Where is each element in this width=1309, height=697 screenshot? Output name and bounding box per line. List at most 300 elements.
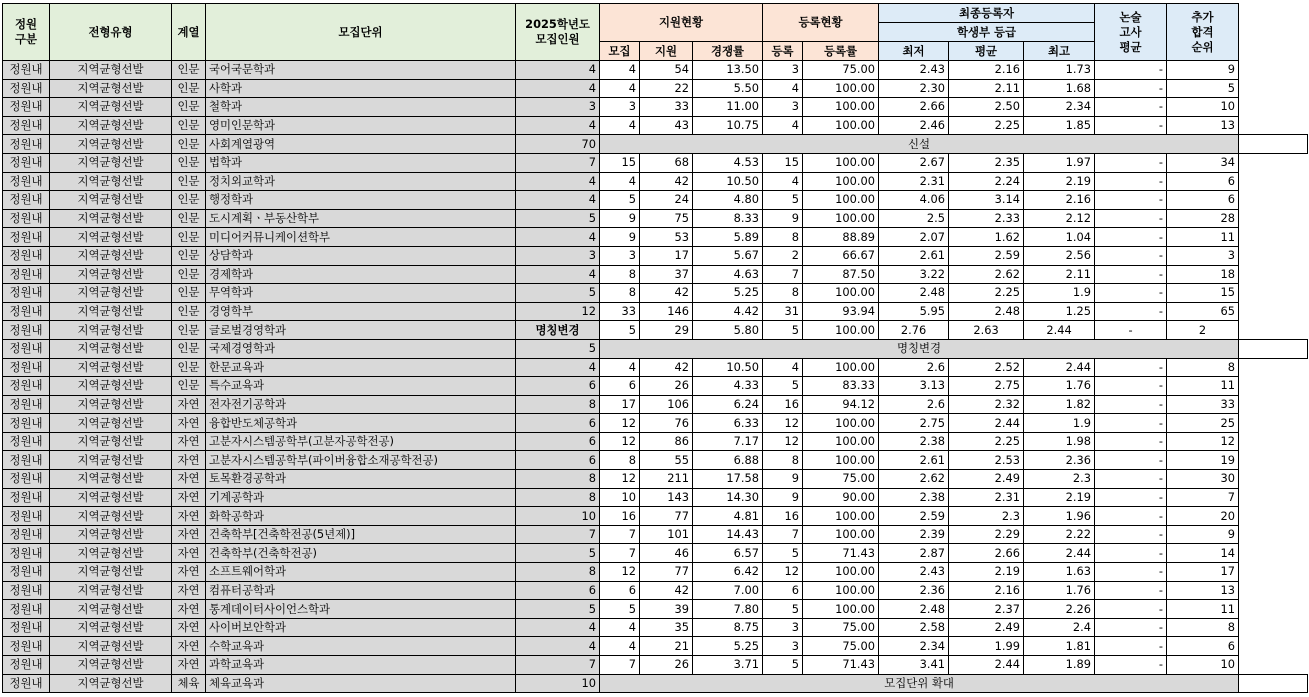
cell-grade-min: 2.61	[879, 246, 949, 265]
header-essay-text: 논술 고사 평균	[1119, 9, 1142, 54]
table-row	[3, 377, 1308, 396]
table-row	[3, 432, 1308, 451]
header-registered: 등록현황	[763, 4, 879, 42]
table-body	[3, 61, 1308, 693]
cell-grade-max: 1.89	[1024, 656, 1095, 675]
cell-field: 자연	[172, 544, 206, 563]
table-row	[3, 153, 1308, 172]
cell-competition: 7.80	[693, 600, 763, 619]
cell-reg: 5	[763, 656, 803, 675]
cell-extra-rank: 6	[1167, 191, 1239, 210]
header-capacity-text: 2025학년도 모집인원	[525, 17, 590, 46]
cell-capacity: 4	[516, 116, 600, 135]
cell-field: 자연	[172, 618, 206, 637]
cell-essay: -	[1095, 265, 1167, 284]
cell-reg-rate: 100.00	[803, 284, 879, 303]
cell-extra-rank: 6	[1167, 172, 1239, 191]
cell-quota: 정원내	[3, 61, 50, 80]
cell-quota: 정원내	[3, 358, 50, 377]
cell-grade-min: 2.6	[879, 395, 949, 414]
cell-grade-max: 1.97	[1024, 153, 1095, 172]
cell-reg: 12	[763, 414, 803, 433]
cell-capacity: 5	[516, 284, 600, 303]
cell-field: 자연	[172, 507, 206, 526]
cell-competition: 7.17	[693, 432, 763, 451]
cell-reg-rate: 100.00	[803, 172, 879, 191]
cell-grade-max: 2.56	[1024, 246, 1095, 265]
cell-field: 자연	[172, 656, 206, 675]
cell-field: 인문	[172, 209, 206, 228]
cell-capacity: 7	[516, 153, 600, 172]
cell-essay: -	[1095, 618, 1167, 637]
cell-essay: -	[1095, 358, 1167, 377]
cell-unit: 무역학과	[206, 284, 516, 303]
cell-note: 모집단위 확대	[600, 674, 1239, 693]
cell-reg-rate: 75.00	[803, 470, 879, 489]
cell-unit: 한문교육과	[206, 358, 516, 377]
cell-type: 지역균형선발	[50, 191, 172, 210]
cell-extra-rank: 13	[1167, 581, 1239, 600]
cell-apply: 77	[640, 507, 693, 526]
cell-extra-rank: 17	[1167, 563, 1239, 582]
cell-grade-max: 2.16	[1024, 191, 1095, 210]
cell-reg-rate: 83.33	[803, 377, 879, 396]
cell-recruit: 33	[600, 302, 640, 321]
cell-unit: 사학과	[206, 79, 516, 98]
cell-grade-avg: 2.44	[949, 414, 1024, 433]
cell-reg: 8	[763, 228, 803, 247]
cell-capacity: 8	[516, 470, 600, 489]
cell-competition: 5.80	[693, 321, 763, 340]
cell-type: 지역균형선발	[50, 358, 172, 377]
cell-reg-rate: 100.00	[803, 507, 879, 526]
cell-unit: 국어국문학과	[206, 61, 516, 80]
cell-reg-rate: 90.00	[803, 488, 879, 507]
cell-extra-rank: 11	[1167, 377, 1239, 396]
cell-apply: 35	[640, 618, 693, 637]
cell-field: 체육	[172, 674, 206, 693]
cell-unit: 경영학부	[206, 302, 516, 321]
cell-capacity: 5	[516, 209, 600, 228]
cell-unit: 국제경영학과	[206, 339, 516, 358]
cell-unit: 과학교육과	[206, 656, 516, 675]
cell-unit: 수학교육과	[206, 637, 516, 656]
cell-type: 지역균형선발	[50, 544, 172, 563]
cell-reg-rate: 100.00	[803, 581, 879, 600]
cell-type: 지역균형선발	[50, 432, 172, 451]
cell-grade-avg: 2.62	[949, 265, 1024, 284]
cell-capacity: 5	[516, 544, 600, 563]
cell-essay: -	[1095, 98, 1167, 117]
cell-capacity: 6	[516, 414, 600, 433]
table-row	[3, 191, 1308, 210]
cell-field: 자연	[172, 451, 206, 470]
cell-grade-max: 1.76	[1024, 581, 1095, 600]
cell-field: 자연	[172, 563, 206, 582]
cell-field: 인문	[172, 377, 206, 396]
cell-quota: 정원내	[3, 618, 50, 637]
cell-competition: 5.67	[693, 246, 763, 265]
cell-reg-rate: 100.00	[803, 451, 879, 470]
cell-capacity: 12	[516, 302, 600, 321]
cell-extra-rank: 11	[1167, 600, 1239, 619]
cell-reg: 5	[763, 321, 803, 340]
cell-grade-max: 1.96	[1024, 507, 1095, 526]
table-row	[3, 525, 1308, 544]
cell-grade-min: 2.87	[879, 544, 949, 563]
cell-essay: -	[1095, 432, 1167, 451]
cell-quota: 정원내	[3, 321, 50, 340]
cell-quota: 정원내	[3, 581, 50, 600]
cell-extra-rank: 9	[1167, 61, 1239, 80]
cell-capacity: 4	[516, 358, 600, 377]
cell-capacity: 3	[516, 98, 600, 117]
cell-recruit: 9	[600, 228, 640, 247]
cell-reg: 4	[763, 358, 803, 377]
cell-grade-max: 2.22	[1024, 525, 1095, 544]
cell-grade-min: 5.95	[879, 302, 949, 321]
header-grade: 학생부 등급	[879, 23, 1095, 42]
cell-grade-avg: 1.62	[949, 228, 1024, 247]
cell-recruit: 4	[600, 61, 640, 80]
header-quota-text: 정원 구분	[14, 17, 37, 46]
table-row	[3, 600, 1308, 619]
cell-grade-min: 4.06	[879, 191, 949, 210]
cell-unit: 고분자시스템공학부(고분자공학전공)	[206, 432, 516, 451]
cell-competition: 6.42	[693, 563, 763, 582]
cell-field: 인문	[172, 153, 206, 172]
cell-reg-rate: 100.00	[803, 153, 879, 172]
cell-competition: 10.50	[693, 172, 763, 191]
cell-field: 자연	[172, 414, 206, 433]
cell-type: 지역균형선발	[50, 153, 172, 172]
cell-extra-rank: 5	[1167, 79, 1239, 98]
header-extra-text: 추가 합격 순위	[1191, 9, 1214, 54]
cell-grade-avg: 2.48	[949, 302, 1024, 321]
table-row	[3, 265, 1308, 284]
cell-field: 인문	[172, 228, 206, 247]
cell-grade-max: 1.81	[1024, 637, 1095, 656]
cell-unit: 사이버보안학과	[206, 618, 516, 637]
cell-unit: 행정학과	[206, 191, 516, 210]
cell-reg: 5	[763, 191, 803, 210]
cell-competition: 4.81	[693, 507, 763, 526]
cell-unit: 영미인문학과	[206, 116, 516, 135]
cell-field: 인문	[172, 302, 206, 321]
cell-quota: 정원내	[3, 674, 50, 693]
cell-competition: 7.00	[693, 581, 763, 600]
cell-extra-rank: 8	[1167, 358, 1239, 377]
cell-type: 지역균형선발	[50, 135, 172, 154]
cell-grade-max: 2.44	[1024, 358, 1095, 377]
cell-type: 지역균형선발	[50, 395, 172, 414]
cell-essay: -	[1095, 525, 1167, 544]
cell-field: 인문	[172, 358, 206, 377]
cell-apply: 146	[640, 302, 693, 321]
cell-essay: -	[1095, 377, 1167, 396]
cell-quota: 정원내	[3, 451, 50, 470]
cell-reg-rate: 71.43	[803, 656, 879, 675]
cell-unit: 기계공학과	[206, 488, 516, 507]
cell-field: 자연	[172, 525, 206, 544]
cell-apply: 46	[640, 544, 693, 563]
table-row	[3, 246, 1308, 265]
cell-type: 지역균형선발	[50, 377, 172, 396]
cell-reg-rate: 100.00	[803, 600, 879, 619]
cell-reg: 6	[763, 581, 803, 600]
cell-field: 인문	[172, 246, 206, 265]
cell-apply: 22	[640, 79, 693, 98]
cell-quota: 정원내	[3, 98, 50, 117]
cell-capacity: 10	[516, 674, 600, 693]
cell-unit: 도시계획ㆍ부동산학부	[206, 209, 516, 228]
table-row	[3, 228, 1308, 247]
cell-grade-min: 2.39	[879, 525, 949, 544]
cell-essay: -	[1095, 228, 1167, 247]
cell-capacity: 4	[516, 172, 600, 191]
cell-type: 지역균형선발	[50, 637, 172, 656]
cell-unit: 융합반도체공학과	[206, 414, 516, 433]
cell-essay: -	[1095, 321, 1167, 340]
cell-grade-avg: 2.44	[949, 656, 1024, 675]
cell-recruit: 15	[600, 153, 640, 172]
cell-field: 인문	[172, 265, 206, 284]
cell-unit: 글로벌경영학과	[206, 321, 516, 340]
cell-grade-avg: 2.37	[949, 600, 1024, 619]
cell-competition: 8.33	[693, 209, 763, 228]
cell-apply: 42	[640, 358, 693, 377]
cell-reg-rate: 100.00	[803, 321, 879, 340]
cell-type: 지역균형선발	[50, 79, 172, 98]
cell-type: 지역균형선발	[50, 228, 172, 247]
cell-type: 지역균형선발	[50, 321, 172, 340]
cell-grade-max: 1.25	[1024, 302, 1095, 321]
cell-apply: 143	[640, 488, 693, 507]
cell-grade-avg: 2.16	[949, 581, 1024, 600]
cell-field: 자연	[172, 581, 206, 600]
cell-field: 인문	[172, 191, 206, 210]
header-reg: 등록	[763, 42, 803, 61]
cell-reg-rate: 100.00	[803, 79, 879, 98]
cell-reg: 12	[763, 563, 803, 582]
cell-competition: 5.25	[693, 637, 763, 656]
cell-reg-rate: 100.00	[803, 525, 879, 544]
cell-recruit: 6	[600, 581, 640, 600]
cell-reg-rate: 75.00	[803, 637, 879, 656]
cell-field: 자연	[172, 470, 206, 489]
cell-grade-avg: 2.35	[949, 153, 1024, 172]
cell-grade-min: 2.30	[879, 79, 949, 98]
cell-grade-avg: 2.59	[949, 246, 1024, 265]
cell-type: 지역균형선발	[50, 563, 172, 582]
cell-unit: 토목환경공학과	[206, 470, 516, 489]
cell-reg: 9	[763, 209, 803, 228]
cell-capacity: 3	[516, 246, 600, 265]
cell-grade-max: 1.76	[1024, 377, 1095, 396]
cell-capacity: 10	[516, 507, 600, 526]
cell-unit: 경제학과	[206, 265, 516, 284]
cell-reg: 9	[763, 488, 803, 507]
cell-apply: 76	[640, 414, 693, 433]
cell-quota: 정원내	[3, 470, 50, 489]
cell-quota: 정원내	[3, 637, 50, 656]
cell-type: 지역균형선발	[50, 525, 172, 544]
cell-quota: 정원내	[3, 395, 50, 414]
table-header	[3, 4, 1308, 61]
cell-reg-rate: 75.00	[803, 61, 879, 80]
cell-reg: 5	[763, 544, 803, 563]
cell-recruit: 5	[600, 191, 640, 210]
cell-extra-rank: 7	[1167, 488, 1239, 507]
cell-apply: 21	[640, 637, 693, 656]
cell-unit: 특수교육과	[206, 377, 516, 396]
cell-grade-max: 2.19	[1024, 488, 1095, 507]
cell-recruit: 4	[600, 116, 640, 135]
cell-essay: -	[1095, 451, 1167, 470]
cell-apply: 77	[640, 563, 693, 582]
cell-reg-rate: 87.50	[803, 265, 879, 284]
cell-capacity: 4	[516, 265, 600, 284]
cell-recruit: 4	[600, 618, 640, 637]
header-reg-rate: 등록률	[803, 42, 879, 61]
cell-quota: 정원내	[3, 284, 50, 303]
cell-grade-max: 1.85	[1024, 116, 1095, 135]
cell-grade-avg: 2.52	[949, 358, 1024, 377]
cell-essay: -	[1095, 61, 1167, 80]
cell-grade-max: 2.44	[1024, 321, 1095, 340]
cell-competition: 6.57	[693, 544, 763, 563]
header-field: 계열	[172, 4, 206, 61]
cell-apply: 53	[640, 228, 693, 247]
cell-type: 지역균형선발	[50, 470, 172, 489]
cell-competition: 5.50	[693, 79, 763, 98]
cell-essay: -	[1095, 563, 1167, 582]
cell-apply: 29	[640, 321, 693, 340]
cell-reg: 5	[763, 600, 803, 619]
header-essay	[1095, 4, 1167, 61]
cell-type: 지역균형선발	[50, 581, 172, 600]
table-row	[3, 674, 1308, 693]
cell-recruit: 3	[600, 98, 640, 117]
table-row	[3, 61, 1308, 80]
cell-recruit: 5	[600, 321, 640, 340]
cell-grade-min: 2.6	[879, 358, 949, 377]
cell-reg-rate: 88.89	[803, 228, 879, 247]
cell-capacity: 4	[516, 191, 600, 210]
cell-competition: 3.71	[693, 656, 763, 675]
cell-recruit: 12	[600, 432, 640, 451]
cell-extra-rank: 11	[1167, 228, 1239, 247]
cell-apply: 75	[640, 209, 693, 228]
cell-competition: 8.75	[693, 618, 763, 637]
cell-grade-avg: 2.3	[949, 507, 1024, 526]
cell-quota: 정원내	[3, 656, 50, 675]
cell-type: 지역균형선발	[50, 265, 172, 284]
table-row	[3, 98, 1308, 117]
cell-extra	[1239, 674, 1308, 693]
cell-quota: 정원내	[3, 339, 50, 358]
cell-capacity: 6	[516, 581, 600, 600]
cell-grade-max: 2.26	[1024, 600, 1095, 619]
table-row	[3, 358, 1308, 377]
cell-extra-rank: 8	[1167, 618, 1239, 637]
cell-reg: 15	[763, 153, 803, 172]
cell-grade-max: 2.3	[1024, 470, 1095, 489]
cell-essay: -	[1095, 581, 1167, 600]
cell-extra-rank: 6	[1167, 637, 1239, 656]
cell-extra-rank: 19	[1167, 451, 1239, 470]
cell-essay: -	[1095, 302, 1167, 321]
table-row	[3, 470, 1308, 489]
cell-unit: 컴퓨터공학과	[206, 581, 516, 600]
cell-competition: 5.89	[693, 228, 763, 247]
cell-unit: 철학과	[206, 98, 516, 117]
cell-competition: 13.50	[693, 61, 763, 80]
cell-essay: -	[1095, 544, 1167, 563]
cell-quota: 정원내	[3, 265, 50, 284]
cell-quota: 정원내	[3, 246, 50, 265]
table-row	[3, 395, 1308, 414]
cell-extra-rank: 13	[1167, 116, 1239, 135]
cell-essay: -	[1095, 153, 1167, 172]
cell-grade-min: 2.76	[879, 321, 949, 340]
cell-note: 명칭변경	[600, 339, 1239, 358]
cell-type: 지역균형선발	[50, 339, 172, 358]
cell-capacity: 7	[516, 525, 600, 544]
header-unit: 모집단위	[206, 4, 516, 61]
cell-type: 지역균형선발	[50, 246, 172, 265]
cell-quota: 정원내	[3, 302, 50, 321]
cell-grade-min: 2.48	[879, 284, 949, 303]
cell-recruit: 9	[600, 209, 640, 228]
cell-capacity: 7	[516, 656, 600, 675]
cell-unit: 건축학부(건축학전공)	[206, 544, 516, 563]
table-row	[3, 581, 1308, 600]
cell-grade-min: 3.41	[879, 656, 949, 675]
cell-competition: 5.25	[693, 284, 763, 303]
cell-type: 지역균형선발	[50, 172, 172, 191]
cell-essay: -	[1095, 209, 1167, 228]
cell-quota: 정원내	[3, 172, 50, 191]
table-row	[3, 563, 1308, 582]
cell-unit: 미디어커뮤니케이션학부	[206, 228, 516, 247]
cell-essay: -	[1095, 116, 1167, 135]
cell-reg-rate: 94.12	[803, 395, 879, 414]
cell-grade-avg: 2.24	[949, 172, 1024, 191]
cell-essay: -	[1095, 79, 1167, 98]
cell-quota: 정원내	[3, 79, 50, 98]
cell-capacity: 6	[516, 377, 600, 396]
cell-capacity: 5	[516, 600, 600, 619]
cell-type: 지역균형선발	[50, 674, 172, 693]
cell-type: 지역균형선발	[50, 488, 172, 507]
header-capacity	[516, 4, 600, 61]
cell-type: 지역균형선발	[50, 116, 172, 135]
table-row	[3, 451, 1308, 470]
results-table	[2, 3, 1308, 693]
cell-capacity: 4	[516, 79, 600, 98]
cell-reg-rate: 71.43	[803, 544, 879, 563]
cell-reg: 4	[763, 172, 803, 191]
cell-recruit: 8	[600, 451, 640, 470]
cell-essay: -	[1095, 507, 1167, 526]
cell-apply: 37	[640, 265, 693, 284]
cell-quota: 정원내	[3, 377, 50, 396]
cell-capacity: 70	[516, 135, 600, 154]
cell-unit: 소프트웨어학과	[206, 563, 516, 582]
cell-type: 지역균형선발	[50, 61, 172, 80]
cell-extra	[1239, 339, 1308, 358]
